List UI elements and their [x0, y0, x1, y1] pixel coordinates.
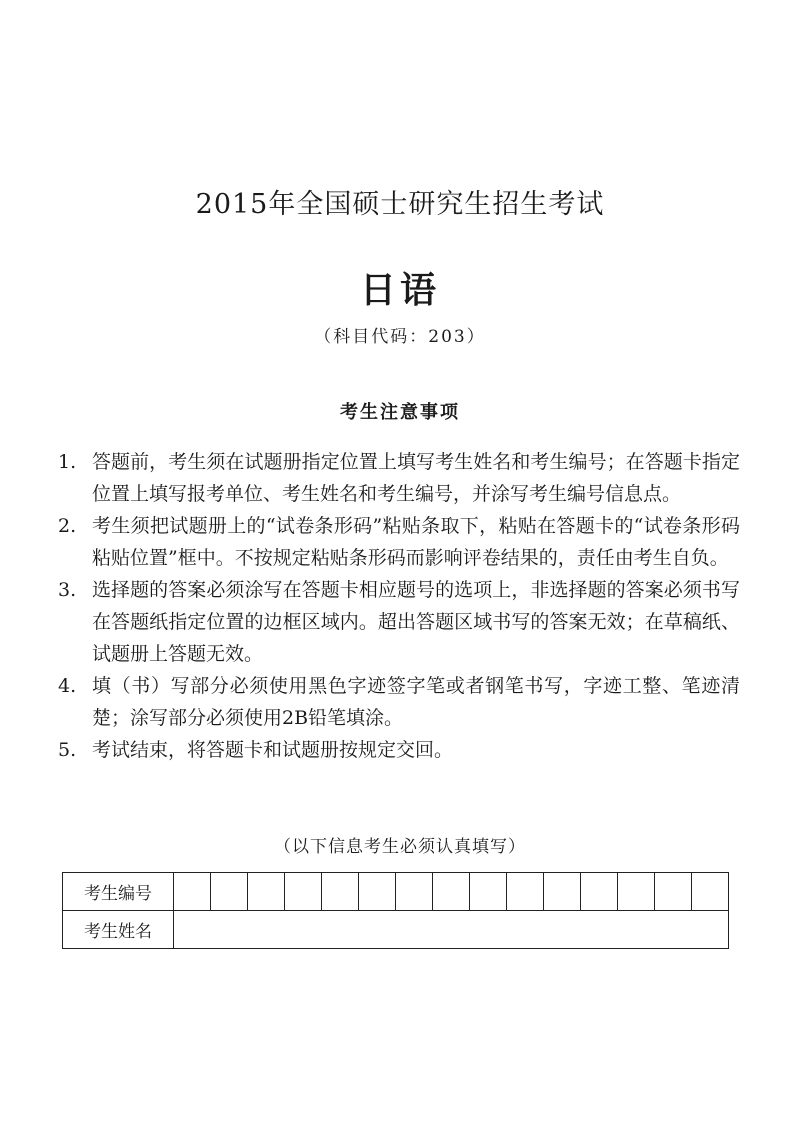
- candidate-number-digit-box[interactable]: [174, 873, 211, 911]
- candidate-number-digit-box[interactable]: [581, 873, 618, 911]
- note-number: 3.: [58, 579, 77, 601]
- candidate-name-row: [63, 911, 729, 949]
- subject-title: 日语: [359, 270, 440, 311]
- candidate-number-digit-box[interactable]: [248, 873, 285, 911]
- candidate-number-digit-box[interactable]: [359, 873, 396, 911]
- candidate-number-digit-box[interactable]: [322, 873, 359, 911]
- note-text: 选择题的答案必须涂写在答题卡相应题号的选项上，非选择题的答案必须书写在答题纸指定位置的边框区域内。超出答题区域书写的答案无效；在草稿纸、试题册上答题无效。: [92, 579, 740, 665]
- candidate-number-digit-box[interactable]: [507, 873, 544, 911]
- note-text: 填（书）写部分必须使用黑色字迹签字笔或者钢笔书写，字迹工整、笔迹清楚；涂写部分必须使用2B铅笔填涂。: [92, 675, 740, 729]
- candidate-number-digit-box[interactable]: [285, 873, 322, 911]
- candidate-number-digit-box[interactable]: [211, 873, 248, 911]
- candidate-number-digit-box[interactable]: [618, 873, 655, 911]
- candidate-info-table: [62, 872, 729, 949]
- candidate-number-digit-box[interactable]: [433, 873, 470, 911]
- candidate-number-digit-box[interactable]: [692, 873, 729, 911]
- note-item: [58, 510, 740, 574]
- note-item: [58, 446, 740, 510]
- subject-code: （科目代码：203）: [314, 327, 486, 347]
- note-number: 1.: [58, 451, 77, 473]
- note-text: 答题前，考生须在试题册指定位置上填写考生姓名和考生编号；在答题卡指定位置上填写报考单位、考生姓名和考生编号，并涂写考生编号信息点。: [92, 451, 740, 505]
- note-text: 考生须把试题册上的“试卷条形码”粘贴条取下，粘贴在答题卡的“试卷条形码粘贴位置”框中。不按规定粘贴条形码而影响评卷结果的，责任由考生自负。: [92, 515, 740, 569]
- notes-list: [58, 446, 740, 766]
- note-number: 4.: [58, 675, 77, 697]
- note-item: [58, 670, 740, 734]
- note-number: 5.: [58, 739, 77, 761]
- info-form-caption: （以下信息考生必须认真填写）: [274, 837, 526, 857]
- notes-heading: 考生注意事项: [340, 402, 460, 423]
- candidate-number-label: 考生编号: [63, 873, 174, 911]
- note-item: [58, 574, 740, 670]
- exam-title: 2015年全国硕士研究生招生考试: [195, 189, 605, 220]
- candidate-number-digit-box[interactable]: [396, 873, 433, 911]
- candidate-number-digit-box[interactable]: [544, 873, 581, 911]
- candidate-number-digit-box[interactable]: [470, 873, 507, 911]
- candidate-number-row: [63, 873, 729, 911]
- candidate-name-field[interactable]: [174, 911, 729, 949]
- candidate-number-digit-box[interactable]: [655, 873, 692, 911]
- note-text: 考试结束，将答题卡和试题册按规定交回。: [92, 739, 454, 761]
- note-number: 2.: [58, 515, 77, 537]
- note-item: [58, 734, 740, 766]
- candidate-name-label: 考生姓名: [63, 911, 174, 949]
